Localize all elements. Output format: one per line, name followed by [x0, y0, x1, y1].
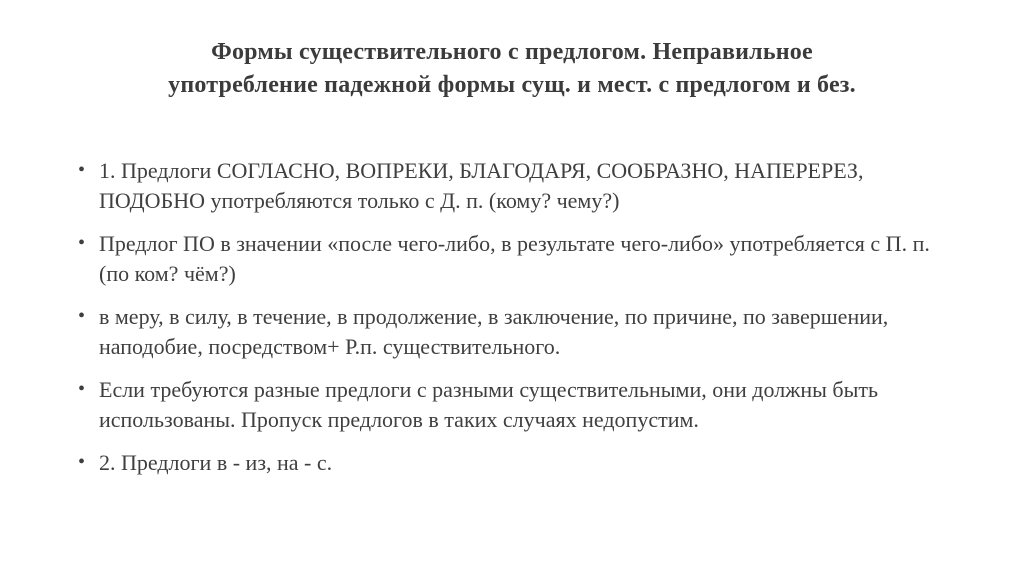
bullet-icon: • — [78, 232, 86, 254]
bullet-list — [78, 156, 938, 478]
list-item — [78, 375, 938, 435]
bullet-icon: • — [78, 305, 86, 327]
list-item — [78, 302, 938, 362]
slide-title-line-1: Формы существительного с предлогом. Неправильное — [211, 39, 813, 65]
list-item — [78, 448, 938, 478]
list-item — [78, 156, 938, 216]
bullet-icon: • — [78, 451, 86, 473]
list-item — [78, 229, 938, 289]
bullet-text: 2. Предлоги в - из, на - с. — [99, 450, 333, 475]
bullet-text: Если требуются разные предлоги с разными существительными, они должны быть использованы. Пропуск предлогов в таких случаях недопустим. — [99, 377, 879, 432]
slide-title — [62, 36, 962, 102]
bullet-text: в меру, в силу, в течение, в продолжение, в заключение, по причине, по завершении, наподобие, посредством+ Р.п. существительного. — [99, 304, 889, 359]
bullet-icon: • — [78, 378, 86, 400]
bullet-icon: • — [78, 159, 86, 181]
bullet-text: 1. Предлоги СОГЛАСНО, ВОПРЕКИ, БЛАГОДАРЯ, СООБРАЗНО, НАПЕРЕРЕЗ, ПОДОБНО употребляются только с Д. п. (кому? чему?) — [99, 158, 864, 213]
slide-title-line-2: употребление падежной формы сущ. и мест. с предлогом и без. — [168, 72, 856, 98]
bullet-text: Предлог ПО в значении «после чего-либо, в результате чего-либо» употребляется с П. п. (по ком? чём?) — [99, 231, 930, 286]
